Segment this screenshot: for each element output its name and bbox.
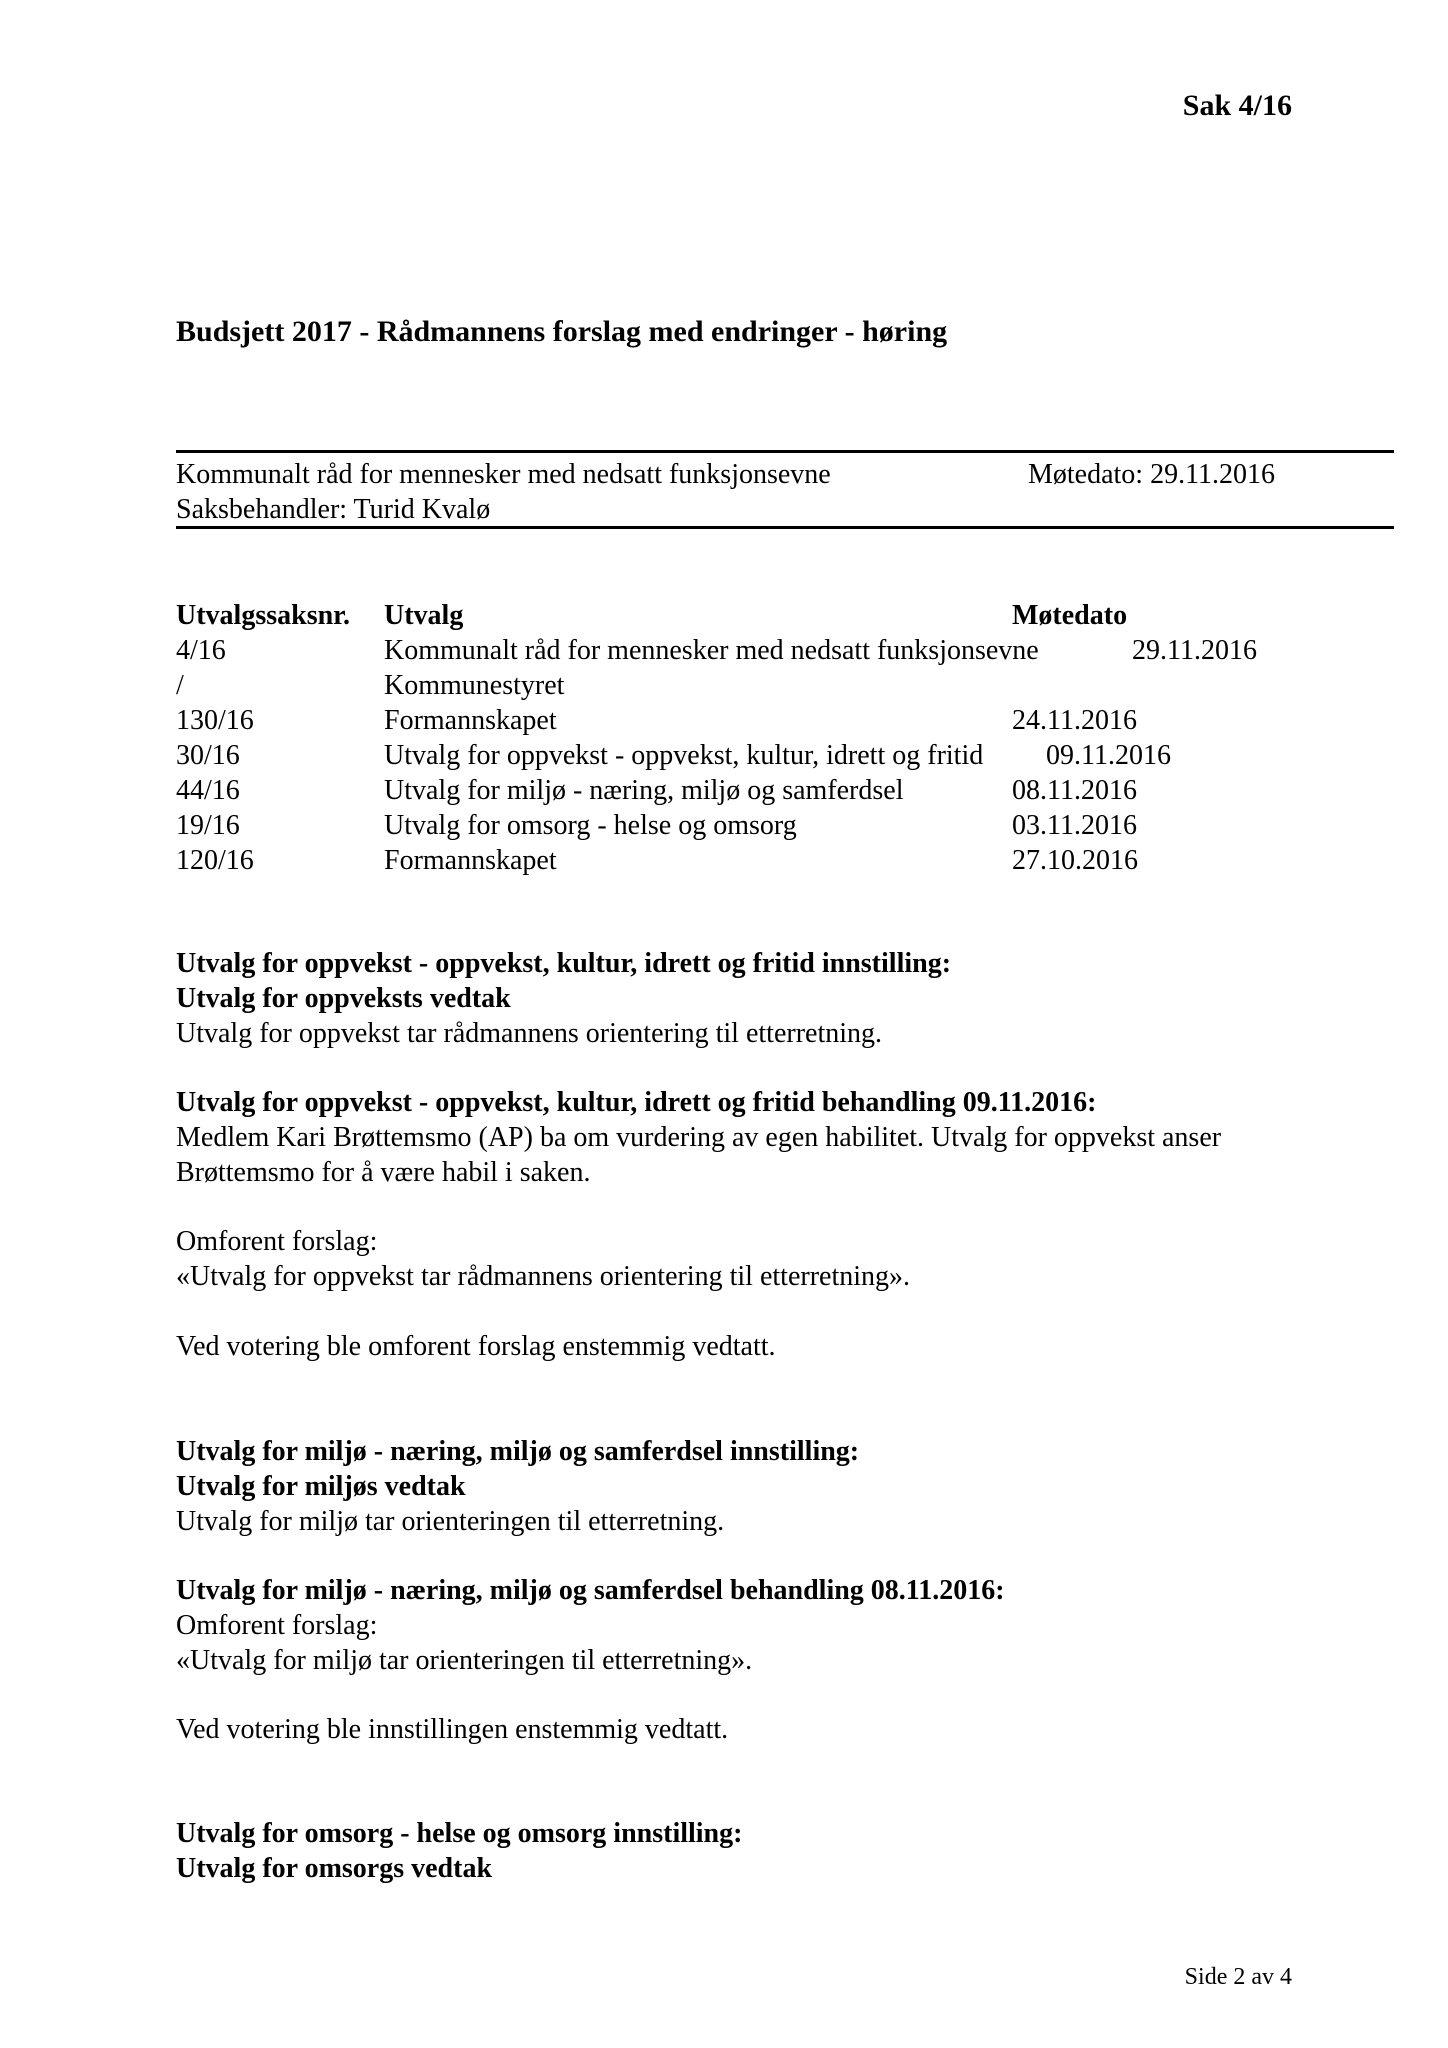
bottom-rule xyxy=(176,526,1394,529)
section-text: Utvalg for oppvekst tar rådmannens orientering til etterretning. xyxy=(176,1018,883,1049)
header-case-no: Utvalgssaksnr. xyxy=(176,600,351,631)
section-text: Utvalg for miljø tar orienteringen til etterretning. xyxy=(176,1506,725,1537)
row-case-no: 120/16 xyxy=(176,845,254,876)
row-date: 24.11.2016 xyxy=(1012,705,1137,736)
page-number: Side 2 av 4 xyxy=(1184,1964,1292,1990)
row-committee: Utvalg for miljø - næring, miljø og samferdsel xyxy=(384,775,904,806)
case-number: Sak 4/16 xyxy=(1182,89,1292,122)
section-omsorg-innstilling xyxy=(176,1816,1336,1886)
section-oppvekst-behandling xyxy=(176,1085,1336,1190)
table-row xyxy=(176,773,1316,808)
header-committee: Utvalg xyxy=(384,600,464,631)
section-heading: Utvalg for omsorg - helse og omsorg innstilling: xyxy=(176,1818,743,1849)
committee-name: Kommunalt råd for mennesker med nedsatt funksjonsevne xyxy=(176,459,831,490)
row-committee: Utvalg for oppvekst - oppvekst, kultur, idrett og fritid xyxy=(384,740,984,771)
row-case-no: 30/16 xyxy=(176,740,240,771)
table-row xyxy=(176,808,1316,843)
row-date: 09.11.2016 xyxy=(1046,740,1171,771)
section-oppvekst-innstilling xyxy=(176,946,1336,1051)
proposal-text: «Utvalg for oppvekst tar rådmannens orientering til etterretning». xyxy=(176,1261,911,1292)
document-title: Budsjett 2017 - Rådmannens forslag med endringer - høring xyxy=(176,315,948,348)
row-date: 27.10.2016 xyxy=(1012,845,1138,876)
table-row xyxy=(176,738,1316,773)
table-row xyxy=(176,843,1316,878)
top-rule xyxy=(176,450,1394,453)
row-committee: Kommunalt råd for mennesker med nedsatt funksjonsevne xyxy=(384,635,1039,666)
table-row xyxy=(176,703,1316,738)
row-committee: Formannskapet xyxy=(384,705,557,736)
section-miljo-innstilling xyxy=(176,1434,1336,1539)
vote-result: Ved votering ble omforent forslag enstemmig vedtatt. xyxy=(176,1331,776,1362)
proposal-label: Omforent forslag: xyxy=(176,1226,378,1257)
section-subheading: Utvalg for miljøs vedtak xyxy=(176,1471,466,1502)
proposal-label: Omforent forslag: xyxy=(176,1610,378,1641)
section-heading: Utvalg for miljø - næring, miljø og samferdsel behandling 08.11.2016: xyxy=(176,1575,1005,1606)
row-committee: Formannskapet xyxy=(384,845,557,876)
table-header-row xyxy=(176,598,1316,633)
proposal-oppvekst xyxy=(176,1224,1336,1294)
row-case-no: / xyxy=(176,670,184,701)
row-case-no: 19/16 xyxy=(176,810,240,841)
row-date: 03.11.2016 xyxy=(1012,810,1137,841)
row-case-no: 4/16 xyxy=(176,635,226,666)
section-miljo-behandling xyxy=(176,1573,1336,1678)
vote-result: Ved votering ble innstillingen enstemmig vedtatt. xyxy=(176,1714,729,1745)
row-committee: Utvalg for omsorg - helse og omsorg xyxy=(384,810,797,841)
row-case-no: 130/16 xyxy=(176,705,254,736)
committee-line xyxy=(176,457,1296,492)
section-heading: Utvalg for oppvekst - oppvekst, kultur, idrett og fritid behandling 09.11.2016: xyxy=(176,1087,1097,1118)
section-heading: Utvalg for oppvekst - oppvekst, kultur, idrett og fritid innstilling: xyxy=(176,948,952,979)
table-row xyxy=(176,633,1316,668)
section-text: Medlem Kari Brøttemsmo (AP) ba om vurdering av egen habilitet. Utvalg for oppvekst anser xyxy=(176,1122,1222,1153)
case-handler: Saksbehandler: Turid Kvalø xyxy=(176,494,491,525)
meeting-date: Møtedato: 29.11.2016 xyxy=(1028,459,1276,490)
section-subheading: Utvalg for omsorgs vedtak xyxy=(176,1853,493,1884)
proposal-text: «Utvalg for miljø tar orienteringen til etterretning». xyxy=(176,1645,753,1676)
row-committee: Kommunestyret xyxy=(384,670,565,701)
table-row xyxy=(176,668,1316,703)
section-heading: Utvalg for miljø - næring, miljø og samferdsel innstilling: xyxy=(176,1436,860,1467)
vote-miljo xyxy=(176,1712,1336,1747)
section-subheading: Utvalg for oppveksts vedtak xyxy=(176,983,511,1014)
vote-oppvekst xyxy=(176,1329,1336,1364)
row-date: 29.11.2016 xyxy=(1132,635,1257,666)
row-date: 08.11.2016 xyxy=(1012,775,1137,806)
section-text: Brøttemsmo for å være habil i saken. xyxy=(176,1157,591,1188)
row-case-no: 44/16 xyxy=(176,775,240,806)
header-date: Møtedato xyxy=(1012,600,1128,631)
meetings-table xyxy=(176,598,1316,878)
